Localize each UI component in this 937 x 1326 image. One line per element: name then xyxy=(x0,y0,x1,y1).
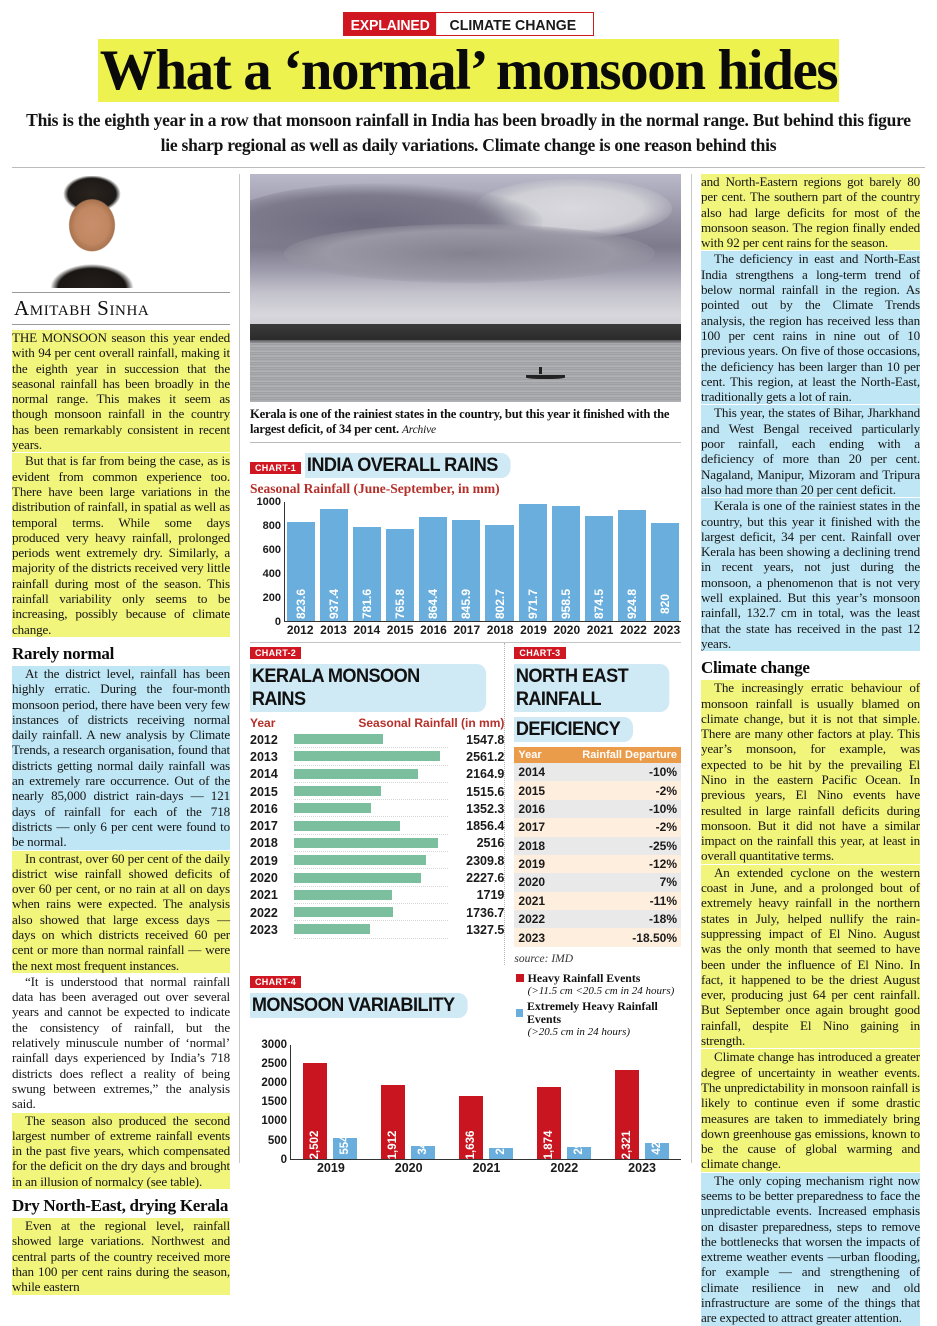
table-header-row xyxy=(514,747,681,763)
cell-year: 2017 xyxy=(514,818,556,836)
row-year: 2015 xyxy=(250,784,278,799)
bar-group xyxy=(603,1045,681,1159)
bar xyxy=(585,516,613,621)
bar xyxy=(645,1135,669,1159)
headline-text: What a ‘normal’ monsoon hides xyxy=(99,39,838,102)
bar-value: 802.7 xyxy=(492,588,507,620)
byline-divider xyxy=(12,324,230,325)
axis-label: 2021 xyxy=(472,1160,501,1175)
paragraph: THE MONSOON season this year ended with 94 per cent overall rainfall, making it the eighth year in succession that the seasonal rainfall has been broadly in the normal range. This makes it seem as though monsoon rainfall in the country has been remarkably consistent in recent years. xyxy=(12,330,230,453)
row-value: 2516 xyxy=(476,836,505,851)
bar xyxy=(615,1070,639,1159)
paragraph: Kerala is one of the rainiest states in the country, but this year it finished with the largest deficit, 34 per cent. Rainfall over Kerala has been showing a declining trend in recent years, not just during the monsoon, a phenomenon that is not very well explained. But this year’s monsoon rainfall, 132.7 cm in total, was the least that the state has received in the past 12 years. xyxy=(701,498,920,651)
bar-group xyxy=(447,1045,525,1159)
photo-caption xyxy=(250,402,681,442)
axis-tick: 500 xyxy=(267,1134,287,1147)
paragraph: The deficiency in east and North-East India strengthens a long-term trend of below normal rainfall in the region. As pointed out by the Climate Trends analysis, the region has received less than 100 per cent rains in nine out of 10 previous years. On five of those occasions, the deficiency has been larger than 10 per cent. This region, at least the North-East, traditionally gets a lot of rain. xyxy=(701,251,920,405)
bar xyxy=(618,510,646,621)
bar xyxy=(419,517,447,621)
chart-2-col-year: Year xyxy=(250,716,276,730)
row-year: 2020 xyxy=(250,871,278,886)
cell-departure: -2% xyxy=(556,818,681,836)
axis-tick: 2500 xyxy=(261,1057,287,1070)
treeline xyxy=(250,324,681,340)
kicker-explained: EXPLAINED xyxy=(344,13,436,35)
bar xyxy=(294,769,418,779)
bar xyxy=(294,751,440,761)
legend-item xyxy=(516,972,681,985)
boatman xyxy=(539,367,542,374)
axis-label: 2018 xyxy=(486,623,514,637)
cell-year: 2016 xyxy=(514,800,556,818)
bar xyxy=(294,924,370,934)
legend-swatch xyxy=(516,974,524,982)
avatar xyxy=(46,176,138,288)
bar-value: 874.5 xyxy=(591,588,606,620)
cell-year: 2021 xyxy=(514,892,556,910)
legend-label: Extremely Heavy Rainfall Events xyxy=(527,998,658,1026)
cell-departure: -10% xyxy=(556,800,681,818)
bar-track xyxy=(294,835,448,852)
row-value: 2309.8 xyxy=(466,853,505,868)
axis-tick: 3000 xyxy=(261,1038,287,1051)
paragraph: Even at the regional level, rainfall showed large variations. Northwest and central parts of the country received more than 100 per cent rains during the season, while eastern xyxy=(12,1218,230,1295)
chart-1-y-axis xyxy=(250,496,284,628)
masthead xyxy=(0,0,937,36)
bar xyxy=(567,1135,591,1158)
chart-3-title-line2: DEFICIENCY xyxy=(514,717,633,742)
cell-year: 2023 xyxy=(514,928,556,946)
axis-tick: 0 xyxy=(280,1153,287,1166)
caption-divider xyxy=(250,442,681,443)
paragraph: and North-Eastern regions got barely 80 per cent. The southern part of the country also had large deficits for most of the monsoon season. The region finally ended with 92 per cent rains for the season. xyxy=(701,174,920,251)
row-value: 1856.4 xyxy=(466,819,505,834)
bar-group xyxy=(291,1045,369,1159)
table-row xyxy=(250,766,504,783)
row-value: 1547.8 xyxy=(466,732,505,747)
bar xyxy=(485,525,513,621)
paragraph: But that is far from being the case, as is evident from common experience too. There have been large variations in the distribution of rainfall, in spatial as well as temporal terms. While some days produced very heavy rainfall, prolonged periods went extremely dry. Similarly, a majority of the districts received very little rainfall during most of the season. This rainfall variability only seems to be increasing, possibly because of climate change. xyxy=(12,453,230,637)
axis-label: 2022 xyxy=(620,623,647,637)
axis-label: 2019 xyxy=(316,1160,345,1175)
chart-3 xyxy=(504,643,681,965)
water-surface xyxy=(250,343,681,402)
paragraph: Climate change has introduced a greater degree of uncertainty in weather events. The unpredictability in monsoon rainfall is likely to continue even if some drastic measures are taken to immediately bring down greenhouse gas emissions, known to be the cause of global warming and climate change. xyxy=(701,1049,920,1172)
row-value: 2164.9 xyxy=(466,767,505,782)
table-row xyxy=(250,748,504,765)
bar xyxy=(552,506,580,621)
bar xyxy=(452,520,480,622)
chart-2-header xyxy=(250,714,504,731)
table-row xyxy=(514,928,681,946)
bar-value: 2,502 xyxy=(309,1130,321,1160)
row-year: 2013 xyxy=(250,749,278,764)
paragraph: An extended cyclone on the western coast in June, and a prolonged bout of extremely heavy rainfall in the northern states in July, helped nullify the rain-suppressing impact of El Nino. August was the only month that seemed to have been under the influence of El Nino. In fact, it happened to be the driest August ever, producing just 64 per cent rainfall. But September once again brought good rainfall, despite El Nino gaining in strength. xyxy=(701,864,920,1049)
bar xyxy=(294,821,400,831)
bar-track xyxy=(294,852,448,869)
row-value: 2561.2 xyxy=(466,749,505,764)
bar-track xyxy=(294,817,448,834)
chart-3-col-departure: Rainfall Departure xyxy=(556,747,681,763)
photo-caption-text: Kerala is one of the rainiest states in the country, but this year it finished with the largest deficit, of 34 per cent. xyxy=(250,407,670,436)
chart-3-tag: CHART-3 xyxy=(514,647,565,659)
row-value: 2227.6 xyxy=(466,871,505,886)
bar-value: 1,636 xyxy=(465,1130,477,1160)
bar xyxy=(294,838,438,848)
axis-tick: 400 xyxy=(262,568,281,580)
axis-label: 2021 xyxy=(586,623,614,637)
bar-group xyxy=(525,1045,603,1159)
axis-label: 2017 xyxy=(453,623,481,637)
paragraph: “It is understood that normal rainfall data has been averaged out over several years and cannot be expected to indicate the consistency of rainfall, but the relatively minuscule number of ‘normal’ rainfall days experienced by India’s 718 districts does reflect a reality of being swung between extremes,” the analysis said. xyxy=(12,973,230,1112)
table-row xyxy=(514,781,681,799)
chart-2 xyxy=(250,643,504,965)
bar-track xyxy=(294,904,448,921)
legend-sublabel: (>20.5 cm in 24 hours) xyxy=(527,1025,631,1038)
axis-label: 2012 xyxy=(286,623,314,637)
row-value: 1719 xyxy=(476,888,505,903)
chart-2-col-value: Seasonal Rainfall (in mm) xyxy=(358,716,505,730)
right-column xyxy=(692,174,920,1326)
table-row xyxy=(250,800,504,817)
bar-value: 937.4 xyxy=(327,588,342,620)
page-title xyxy=(14,40,923,102)
bar-value: 864.4 xyxy=(426,588,441,620)
axis-tick: 2000 xyxy=(261,1077,287,1090)
chart-3-table xyxy=(514,747,681,947)
section-subhead: Climate change xyxy=(701,658,810,678)
bar-track xyxy=(294,869,448,886)
chart-2-title: KERALA MONSOON RAINS xyxy=(250,664,487,712)
bar xyxy=(294,855,426,865)
bar xyxy=(353,527,381,621)
chart-1-x-axis xyxy=(250,623,681,637)
chart-3-source: source: IMD xyxy=(514,952,574,965)
paragraph: The season also produced the second largest number of extreme rainfall events in the past five years, which compensated for the deficit on the dry days and brought in an illusion of normalcy (see table). xyxy=(12,1112,230,1189)
headline-wrap xyxy=(0,36,937,102)
bar-track xyxy=(294,783,448,800)
cell-departure: -25% xyxy=(556,837,681,855)
table-row xyxy=(514,892,681,910)
axis-label: 2020 xyxy=(394,1160,423,1175)
table-row xyxy=(514,873,681,891)
row-year: 2018 xyxy=(250,836,278,851)
row-year: 2022 xyxy=(250,905,278,920)
cell-year: 2015 xyxy=(514,781,556,799)
paragraph: The only coping mechanism right now seems to be better preparedness to face the unpredictable events. Increased emphasis on disaster preparedness, steps to remove the bottlenecks that worsen the impacts of extreme weather events —urban flooding, for example — and strengthening of climate resilience in new and old infrastructure are some of the things that are expected to attract greater attention. xyxy=(701,1172,920,1326)
chart-1-plot xyxy=(250,496,681,628)
bar xyxy=(459,1096,483,1159)
bar-value: 924.8 xyxy=(624,588,639,620)
axis-tick: 1000 xyxy=(261,1115,287,1128)
axis-tick: 0 xyxy=(274,616,281,628)
axis-label: 2023 xyxy=(628,1160,656,1175)
fishing-boat xyxy=(526,375,565,379)
legend-label: Heavy Rainfall Events xyxy=(527,970,641,985)
bar-track xyxy=(294,748,448,765)
chart-3-title-line1: NORTH EAST RAINFALL xyxy=(514,664,669,712)
chart-1-tag: CHART-1 xyxy=(250,462,301,474)
axis-label: 2015 xyxy=(386,623,414,637)
bar xyxy=(294,734,383,744)
bar-value: 273 xyxy=(495,1135,507,1155)
table-row xyxy=(514,763,681,781)
cell-year: 2018 xyxy=(514,837,556,855)
bar-value: 958.5 xyxy=(558,588,573,620)
legend-item xyxy=(516,1000,681,1026)
bar-track xyxy=(294,921,448,938)
axis-tick: 800 xyxy=(262,520,281,532)
bar-value: 554 xyxy=(339,1135,351,1155)
bar xyxy=(287,522,315,621)
bar-group xyxy=(369,1045,447,1159)
cell-year: 2020 xyxy=(514,873,556,891)
chart-3-col-year: Year xyxy=(514,747,556,763)
chart-4-y-axis xyxy=(250,1038,290,1166)
axis-tick: 200 xyxy=(262,592,281,604)
row-value: 1736.7 xyxy=(466,905,505,920)
bar xyxy=(386,529,414,621)
chart-4-legend xyxy=(516,972,681,1041)
cell-year: 2022 xyxy=(514,910,556,928)
bar-value: 1,874 xyxy=(543,1130,555,1160)
table-row xyxy=(514,800,681,818)
row-year: 2012 xyxy=(250,732,278,747)
bar xyxy=(320,509,348,621)
table-row xyxy=(250,852,504,869)
row-year: 2021 xyxy=(250,888,278,903)
table-row xyxy=(514,837,681,855)
bar-value: 971.7 xyxy=(525,588,540,620)
row-year: 2014 xyxy=(250,767,278,782)
chart-1-title: INDIA OVERALL RAINS xyxy=(305,453,511,478)
paragraph: This year, the states of Bihar, Jharkhand and West Bengal received particularly poor rainfall, each ending with a deficiency of more than 20 per cent. Nagaland, Manipur, Mizoram and Tripura also had more than 20 per cent deficit. xyxy=(701,405,920,497)
section-kicker xyxy=(343,12,594,36)
axis-label: 2023 xyxy=(653,623,681,637)
table-row xyxy=(514,910,681,928)
table-row xyxy=(250,731,504,748)
table-row xyxy=(514,818,681,836)
axis-label: 2022 xyxy=(550,1160,579,1175)
table-row xyxy=(250,835,504,852)
axis-label: 2019 xyxy=(520,623,547,637)
cell-departure: -10% xyxy=(556,763,681,781)
bar-track xyxy=(294,887,448,904)
table-row xyxy=(514,855,681,873)
bar-value: 765.8 xyxy=(393,588,408,620)
bar xyxy=(333,1135,357,1159)
bar-track xyxy=(294,731,448,748)
legend-sublabel: (>11.5 cm <20.5 cm in 24 hours) xyxy=(527,984,675,997)
bar xyxy=(294,803,371,813)
row-year: 2016 xyxy=(250,801,278,816)
section-subhead: Rarely normal xyxy=(12,643,115,663)
cell-departure: -2% xyxy=(556,781,681,799)
bar xyxy=(381,1085,405,1158)
bar-value: 781.6 xyxy=(360,588,375,620)
bar-value: 341 xyxy=(417,1135,429,1155)
chart-2-tag: CHART-2 xyxy=(250,647,301,659)
cell-year: 2019 xyxy=(514,855,556,873)
kicker-climate-change: CLIMATE CHANGE xyxy=(442,13,584,35)
bar xyxy=(303,1063,327,1159)
chart-4-tag: CHART-4 xyxy=(250,976,301,988)
bar xyxy=(294,907,393,917)
chart-1-subtitle: Seasonal Rainfall (June-September, in mm) xyxy=(250,481,500,496)
cell-departure: 7% xyxy=(556,873,681,891)
middle-column xyxy=(240,174,692,1175)
chart-4-x-axis xyxy=(250,1161,681,1175)
article-photo xyxy=(250,174,681,402)
row-year: 2017 xyxy=(250,819,278,834)
bar xyxy=(294,873,421,883)
axis-label: 2020 xyxy=(553,623,581,637)
table-row xyxy=(250,817,504,834)
cell-departure: -11% xyxy=(556,892,681,910)
bar xyxy=(294,890,392,900)
chart-4-title: MONSOON VARIABILITY xyxy=(250,993,468,1018)
bar xyxy=(411,1135,435,1159)
bar xyxy=(489,1135,513,1158)
chart-4 xyxy=(250,972,681,1175)
table-row xyxy=(250,869,504,886)
cell-departure: -18.50% xyxy=(556,928,681,946)
table-row xyxy=(250,887,504,904)
cell-departure: -12% xyxy=(556,855,681,873)
axis-label: 2013 xyxy=(320,623,347,637)
photo-credit: Archive xyxy=(401,424,436,436)
bar-value: 1,912 xyxy=(387,1130,399,1160)
bar-value: 296 xyxy=(573,1135,585,1155)
axis-tick: 1500 xyxy=(261,1096,287,1109)
row-year: 2019 xyxy=(250,853,278,868)
chart-4-bars xyxy=(290,1045,681,1160)
chart-4-plot xyxy=(250,1038,681,1166)
axis-label: 2016 xyxy=(420,623,447,637)
left-column xyxy=(12,174,240,1295)
row-value: 1327.5 xyxy=(466,922,505,937)
bar xyxy=(537,1087,561,1159)
paragraph: In contrast, over 60 per cent of the daily district wise rainfall showed deficits of over 60 per cent, or no rain at all on days when rains were expected. The analysis also showed that large excess days — days on which districts received 60 per cent or more than normal rainfall — were the next most frequent instances. xyxy=(12,850,230,973)
cell-year: 2014 xyxy=(514,763,556,781)
bar xyxy=(519,504,547,621)
axis-label: 2014 xyxy=(353,623,381,637)
table-row xyxy=(250,783,504,800)
bar-track xyxy=(294,766,448,783)
charts-2-3-row xyxy=(250,643,681,965)
row-value: 1515.6 xyxy=(466,784,505,799)
bar-value: 845.9 xyxy=(459,588,474,620)
columns-container xyxy=(0,168,937,1326)
table-row xyxy=(250,904,504,921)
standfirst: This is the eighth year in a row that monsoon rainfall in India has been broadly in the normal range. But behind this figure lie sharp regional as well as daily variations. Climate change is one reason behind this xyxy=(26,110,911,155)
chart-2-rows xyxy=(250,731,504,939)
row-value: 1352.3 xyxy=(466,801,505,816)
paragraph: The increasingly erratic behaviour of monsoon rainfall is usually blamed on climate change, but it is not that simple. There are many other factors at play. This year’s monsoon, for example, was expected to be hit by the prevailing El Nino in the eastern Pacific Ocean. In previous years, El Nino events have resulted in large rainfall deficits during monsoon. But it did not have a similar impact on the rainfall this year, at least in overall quantitative terms. xyxy=(701,680,920,864)
paragraph: At the district level, rainfall has been highly erratic. During the four-month monsoon period, there have been very few instances of districts receiving normal daily rainfall. A new analysis by Climate Trends, a research organisation, found that districts getting normal daily rainfall was an extremely rare occurrence. Out of the nearly 85,000 district rain-days — 121 days of rainfall for each of the 718 districts — only 6 per cent were found to be normal. xyxy=(12,665,230,850)
cloud-mid xyxy=(284,224,655,283)
bar-track xyxy=(294,800,448,817)
byline-author: Amitabh Sinha xyxy=(14,296,150,320)
chart-1-bars xyxy=(284,502,681,622)
bar-value: 823.6 xyxy=(294,588,309,620)
cell-departure: -18% xyxy=(556,910,681,928)
bar xyxy=(651,523,679,621)
bar-value: 2,321 xyxy=(621,1130,633,1160)
bar xyxy=(294,786,381,796)
row-year: 2023 xyxy=(250,922,278,937)
chart-1 xyxy=(250,450,681,637)
bar-value: 820 xyxy=(657,593,672,615)
legend-swatch xyxy=(516,1009,523,1017)
bar-value: 421 xyxy=(651,1135,663,1155)
axis-tick: 1000 xyxy=(256,496,281,508)
section-subhead: Dry North-East, drying Kerala xyxy=(12,1196,229,1216)
axis-tick: 600 xyxy=(262,544,281,556)
table-row xyxy=(250,921,504,938)
